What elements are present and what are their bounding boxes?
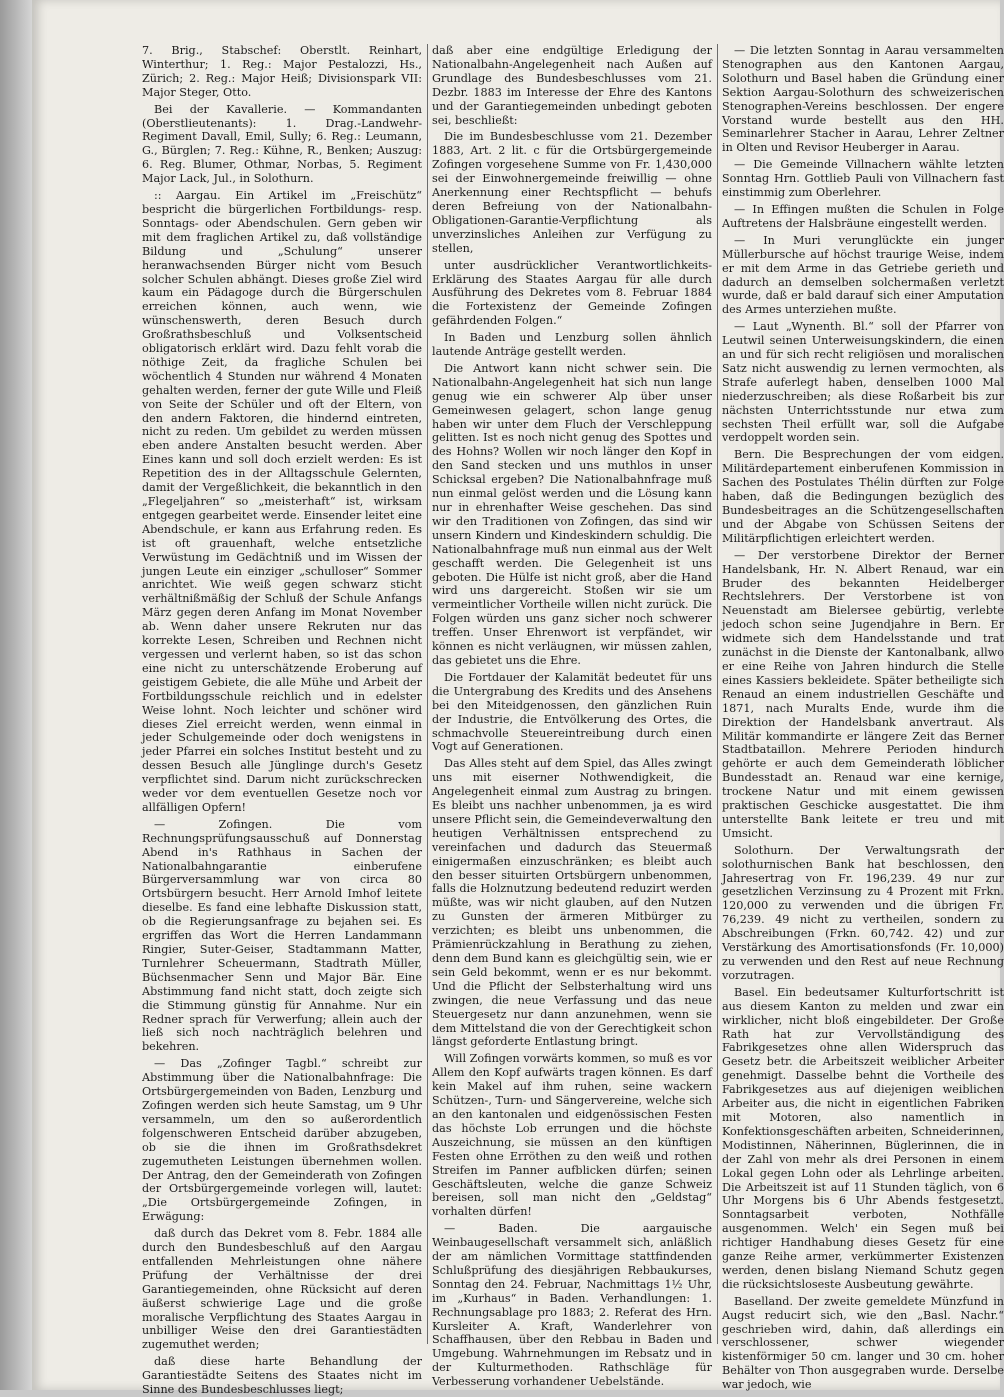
paragraph: — Die letzten Sonntag in Aarau versammelten Stenographen aus den Kantonen Aargau, Solothurn und Basel haben die Gründung einer Sektion Aargau-Solothurn des schweizerischen Stenographen-Vereins beschlossen. Der engere Vorstand wurde bestellt aus den HH. Seminarlehrer Stacher in Aarau, Lehrer Zeltner in Olten und Revisor Heuberger in Aarau. bbox=[722, 44, 1004, 155]
paragraph: daß durch das Dekret vom 8. Febr. 1884 alle durch den Bundesbeschluß auf den Aargau entfallenden Mehrleistungen ohne nähere Prüfung der Verhältnisse der drei Garantiegemeinden, ohne Rücksicht auf deren äußerst schwierige Lage und die große moralische Verpflichtung des Staates Aargau in unbilliger Weise den drei Garantiestädten zugemuthet werden; bbox=[142, 1227, 422, 1352]
paragraph: — Baden. Die aargauische Weinbaugesellschaft versammelt sich, anläßlich der am nämlichen Vormittage stattfindenden Schlußprüfung des diesjährigen Rebbaukurses, Sonntag den 24. Februar, Nachmittags 1½ Uhr, im „Kurhaus“ in Baden. Verhandlungen: 1. Rechnungsablage pro 1883; 2. Referat des Hrn. Kursleiter A. Kraft, Wanderlehrer von Schaffhausen, über den Rebbau in Baden und Umgebung. Wahrnehmungen im Rebsatz und in der Kulturmethoden. Rathschläge für Verbesserung vorhandener Uebelstände. bbox=[432, 1222, 712, 1389]
paragraph: — Laut „Wynenth. Bl.“ soll der Pfarrer von Leutwil seinen Unterweisungskindern, die einen an und für sich recht religiösen und moralischen Satz nicht auswendig zu lernen vermochten, als Strafe auferlegt haben, denselben 1000 Mal niederzuschreiben; als diese Roßarbeit bis zur nächsten Unterrichtsstunde nur etwa zum sechsten Theil erfüllt war, soll die Aufgabe verdoppelt worden sein. bbox=[722, 320, 1004, 445]
paragraph: In Baden und Lenzburg sollen ähnlich lautende Anträge gestellt werden. bbox=[432, 331, 712, 359]
paragraph: Das Alles steht auf dem Spiel, das Alles zwingt uns mit eiserner Nothwendigkeit, die Angelegenheit einmal zum Austrag zu bringen. Es bleibt uns nachher unbenommen, ja es wird unsere Pflicht sein, die Gemeindeverwaltung den heutigen Verhältnissen entsprechend zu vereinfachen und dadurch das Steuermaß einigermaßen einzuschränken; es bleibt auch den besser situirten Ortsbürgern unbenommen, falls die Holznutzung bedeutend reduzirt werden müßte, was wir nicht glauben, auf den Nutzen zu Gunsten der ärmeren Mitbürger zu verzichten; es bleibt uns unbenommen, die Prämienrückzahlung in Berathung zu ziehen, denn dem Bund kann es gleichgültig sein, wie er sein Geld bekommt, wenn er es nur bekommt. Und die Pflicht der Selbsterhaltung wird uns zwingen, die neue Verfassung und das neue Steuergesetz nur dann anzunehmen, wenn sie dem Mittelstand die von der Gerechtigkeit schon längst geforderte Entlastung bringt. bbox=[432, 757, 712, 1049]
paragraph: — Zofingen. Die vom Rechnungsprüfungsausschuß auf Donnerstag Abend in's Rathhaus in Sachen der Nationalbahngarantie einberufene Bürgerversammlung war von circa 80 Ortsbürgern besucht. Herr Arnold Imhof leitete dieselbe. Es fand eine lebhafte Diskussion statt, ob die Regierungsanfrage zu bejahen sei. Es ergriffen das Wort die Herren Landammann Ringier, Suter-Geiser, Stadtammann Matter, Turnlehrer Scheuermann, Stadtrath Müller, Büchsenmacher Senn und Major Bär. Eine Abstimmung fand nicht statt, doch zeigte sich die Stimmung günstig für Annahme. Nur ein Redner sprach für Verwerfung; allein auch der ließ sich noch nachträglich belehren und bekehren. bbox=[142, 817, 422, 1054]
paragraph: Die Antwort kann nicht schwer sein. Die Nationalbahn-Angelegenheit hat sich nun lange genug wie ein schwerer Alp über unser Gemeinwesen gelagert, schon lange genug haben wir unter dem Fluch der Verschleppung gelitten. Ist es noch nicht genug des Spottes und des Hohns? Wollen wir noch länger den Kopf in den Sand stecken und uns muthlos in unser Schicksal ergeben? Die Nationalbahnfrage muß nun einmal gelöst werden und die Lösung kann nur in ehrenhafter Weise geschehen. Das sind wir den Traditionen von Zofingen, das sind wir unsern Kindern und Kindeskindern schuldig. Die Nationalbahnfrage muß nun einmal aus der Welt geschafft werden. Die Gelegenheit ist uns geboten. Die Hülfe ist nicht groß, aber die Hand wird uns dargereicht. Stoßen wir sie um vermeintlicher Vortheile willen nicht zurück. Die Folgen würden uns ganz sicher noch schwerer treffen. Unser Ehrenwort ist verpfändet, wir können es nicht verläugnen, wir müssen zahlen, das gebietet uns die Ehre. bbox=[432, 361, 712, 667]
paragraph: Die im Bundesbeschlusse vom 21. Dezember 1883, Art. 2 lit. c für die Ortsbürgergemeinde Zofingen vorgesehene Summe von Fr. 1,430,000 sei der Einwohnergemeinde freiwillig — ohne Anerkennung einer Rechtspflicht — behufs deren Befreiung von der Nationalbahn-Obligationen-Garantie-Verpflichtung als unverzinsliches Anleihen zur Verfügung zu stellen, bbox=[432, 130, 712, 255]
paragraph: — Die Gemeinde Villnachern wählte letzten Sonntag Hrn. Gottlieb Pauli von Villnachern fast einstimmig zum Oberlehrer. bbox=[722, 158, 1004, 200]
paragraph: Basel. Ein bedeutsamer Kulturfortschritt ist aus diesem Kanton zu melden und zwar ein wirklicher, nicht bloß eingebildeter. Der Große Rath hat zur Vervollständigung des Fabrikgesetzes ohne allen Widerspruch das Gesetz betr. die Arbeitszeit weiblicher Arbeiter genehmigt. Dasselbe behnt die Vortheile des Fabrikgesetzes aus auf diejenigen weiblichen Arbeiter aus, die nicht in eigentlichen Fabriken mit Motoren, also namentlich in Konfektionsgeschäften arbeiten, Schneiderinnen, Modistinnen, Näherinnen, Büglerinnen, die in der Zahl von mehr als drei Personen in einem Lokal gegen Lohn oder als Lehrlinge arbeiten. Die Arbeitszeit ist auf 11 Stunden täglich, von 6 Uhr Morgens bis 6 Uhr Abends festgesetzt. Sonntagsarbeit verboten, Nothfälle ausgenommen. Welch' ein Segen muß bei richtiger Handhabung dieses Gesetz für eine ganze Reihe armer, verkümmerter Existenzen werden, denen bislang Niemand Schutz gegen die rücksichtsloseste Ausbeutung gewährte. bbox=[722, 985, 1004, 1291]
text-columns bbox=[142, 44, 1004, 1397]
paragraph: — Der verstorbene Direktor der Berner Handelsbank, Hr. N. Albert Renaud, war ein Bruder des bekannten Heidelberger Rechtslehrers. Der Verstorbene ist von Neuenstadt am Bielersee gebürtig, verlebte jedoch schon seine Jugendjahre in Bern. Er widmete sich dem Handelsstande und trat zunächst in die Dienste der Kantonalbank, allwo er eine Reihe von Jahren hindurch die Stelle eines Kassiers bekleidete. Später betheiligte sich Renaud an einem industriellen Geschäfte und 1871, nach Muralts Ende, wurde ihm die Direktion der Handelsbank anvertraut. Als Militär kommandirte er längere Zeit das Berner Stadtbataillon. Mehrere Perioden hindurch gehörte er auch dem Gemeinderath löblicher Bundesstadt an. Renaud war eine kernige, trockene Natur und mit einem gewissen praktischen Geschicke ausgestattet. Die ihm unterstellte Bank leitete er treu und mit Umsicht. bbox=[722, 548, 1004, 840]
paragraph: Baselland. Der zweite gemeldete Münzfund in Augst reducirt sich, wie den „Basl. Nachr.“ geschrieben wird, dahin, daß allerdings ein verschlossener, schwer wiegender kistenförmiger 50 cm. langer und 30 cm. hoher Behälter von Thon ausgegraben wurde. Derselbe war jedoch, wie bbox=[722, 1294, 1004, 1392]
paragraph: Die Fortdauer der Kalamität bedeutet für uns die Untergrabung des Kredits und des Ansehens bei den Miteidgenossen, den gänzlichen Ruin der Industrie, die Entvölkerung des Ortes, die schmachvolle Steuereintreibung durch einen Vogt auf Generationen. bbox=[432, 670, 712, 754]
column-right bbox=[722, 44, 1004, 1392]
column-rule bbox=[717, 44, 718, 1344]
paragraph: Bern. Die Besprechungen der vom eidgen. Militärdepartement einberufenen Kommission in Sachen des Postulates Thélin dürften zur Folge haben, daß die Bedingungen bezüglich des Bundesbeitrages an die Schützengesellschaften und der Abgabe von Schüssen Seitens der Militärpflichtigen erleichtert werden. bbox=[722, 448, 1004, 545]
newspaper-page bbox=[32, 0, 1004, 1397]
paragraph: unter ausdrücklicher Verantwortlichkeits-Erklärung des Staates Aargau für alle durch Ausführung des Dekretes vom 8. Februar 1884 die Fortexistenz der Gemeinde Zofingen gefährdenden Folgen.“ bbox=[432, 258, 712, 328]
paragraph: — Das „Zofinger Tagbl.“ schreibt zur Abstimmung über die Nationalbahnfrage: Die Ortsbürgergemeinden von Baden, Lenzburg und Zofingen werden sich heute Samstag, um 9 Uhr versammeln, um den so außerordentlich folgenschweren Entscheid darüber abzugeben, ob sie die ihnen im Großrathsdekret zugemutheten Leistungen übernehmen wollen. Der Antrag, den der Gemeinderath von Zofingen der Ortsbürgergemeinde vorlegen will, lautet: „Die Ortsbürgergemeinde Zofingen, in Erwägung: bbox=[142, 1057, 422, 1224]
column-middle bbox=[432, 44, 712, 1389]
paragraph: 7. Brig., Stabschef: Oberstlt. Reinhart, Winterthur; 1. Reg.: Major Pestalozzi, Hs., Zürich; 2. Reg.: Major Heiß; Divisionspark VII: Major Steger, Otto. bbox=[142, 44, 422, 99]
column-rule bbox=[427, 44, 428, 1344]
paragraph: Solothurn. Der Verwaltungsrath der solothurnischen Bank hat beschlossen, den Jahresertrag von Fr. 196,239. 49 nur zur gesetzlichen Verzinsung zu 4 Prozent mit Frkn. 120,000 zu verwenden und die übrigen Fr. 76,239. 49 nicht zu vertheilen, sondern zu Abschreibungen (Frkn. 60,742. 42) und zur Verstärkung des Amortisationsfonds (Fr. 10,000) zu verwenden und den Rest auf neue Rechnung vorzutragen. bbox=[722, 843, 1004, 982]
paragraph: Bei der Kavallerie. — Kommandanten (Oberstlieutenants): 1. Drag.-Landwehr-Regiment Davall, Emil, Sully; 6. Reg.: Leumann, G., Bürglen; 7. Reg.: Kühne, R., Benken; Auszug: 6. Reg. Blumer, Othmar, Norbas, 5. Regiment Major Lack, Jul., in Solothurn. bbox=[142, 102, 422, 186]
paragraph: — In Muri verunglückte ein junger Müllerbursche auf höchst traurige Weise, indem er mit dem Arme in das Getriebe gerieth und dadurch an demselben solchermaßen verletzt wurde, daß er bald darauf sich einer Amputation des Armes unterziehen mußte. bbox=[722, 233, 1004, 317]
paragraph: — In Effingen mußten die Schulen in Folge Auftretens der Halsbräune eingestellt werden. bbox=[722, 202, 1004, 230]
paragraph: Will Zofingen vorwärts kommen, so muß es vor Allem den Kopf aufwärts tragen können. Es darf kein Makel auf ihm ruhen, seine wackern Schützen-, Turn- und Sängervereine, welche sich an den kantonalen und eidgenössischen Festen das höchste Lob errungen und die höchste Auszeichnung, sie müssen an den künftigen Festen ohne Erröthen zu den weiß und rothen Streifen im Panner aufblicken dürfen; seinen Geschäftsleuten, welche die ganze Schweiz bereisen, soll man nicht den „Geldstag“ vorhalten dürfen! bbox=[432, 1052, 712, 1219]
paragraph: daß aber eine endgültige Erledigung der Nationalbahn-Angelegenheit nach Außen auf Grundlage des Bundesbeschlusses vom 21. Dezbr. 1883 im Interesse der Ehre des Kantons und der Garantiegemeinden unbedingt geboten sei, beschließt: bbox=[432, 44, 712, 127]
binding-gutter bbox=[0, 0, 32, 1390]
paragraph: :: Aargau. Ein Artikel im „Freischütz“ bespricht die bürgerlichen Fortbildungs- resp. Sonntags- oder Abendschulen. Gern geben wir mit dem fraglichen Artikel zu, daß vollständige Bildung und „Schulung“ unserer heranwachsenden Bürger nicht vom Besuch solcher Schulen abhängt. Dieses große Ziel wird kaum ein Pädagoge durch die Bürgerschulen erreichen können, auch wenn, wie wünschenswerth, deren Besuch durch Großrathsbeschluß und Volksentscheid obligatorisch erklärt wird. Dazu fehlt vorab die nöthige Zeit, da fragliche Schulen bei wöchentlich 4 Stunden nur während 4 Monaten gehalten werden, ferner der gute Wille und Fleiß von Seite der Schüler und oft der Eltern, von den andern Faktoren, die hindernd eintreten, nicht zu reden. Um gebildet zu werden müssen eben andere Anstalten besucht werden. Aber Eines kann und soll doch erzielt werden: Es ist Repetition des in der Alltagsschule Gelernten, damit der Vergeßlichkeit, die bekanntlich in den „Flegeljahren“ so „meisterhaft“ ist, wirksam entgegen gearbeitet werde. Einsender leitet eine Abendschule, er kann aus Erfahrung reden. Es ist oft grauenhaft, welche entsetzliche Verwüstung im Gedächtniß und im Wissen der jungen Leute ein einziger „schulloser“ Sommer anrichtet. Wie weiß gegen schwarz sticht verhältnißmäßig der Schluß der Schule Anfangs März gegen deren Anfang im Monat November ab. Wenn daher unsere Rekruten nur das korrekte Lesen, Schreiben und Rechnen nicht vergessen und verlernt haben, so ist das schon eine nicht zu unterschätzende Eroberung auf geistigem Gebiete, die alle Mühe und Arbeit der Fortbildungsschule reichlich und in edelster Weise lohnt. Noch leichter und schöner wird dieses Ziel erreicht werden, wenn einmal in jeder Schulgemeinde oder doch wenigstens in jeder Pfarrei ein solches Institut besteht und zu dessen Besuch alle Jünglinge durch's Gesetz verpflichtet sind. Darum nicht zurückschrecken weder vor dem eventuellen Gesetze noch vor allfälligen Opfern! bbox=[142, 189, 422, 814]
column-left bbox=[142, 44, 422, 1397]
paragraph: daß diese harte Behandlung der Garantiestädte Seitens des Staates nicht im Sinne des Bundesbeschlusses liegt; bbox=[142, 1355, 422, 1397]
